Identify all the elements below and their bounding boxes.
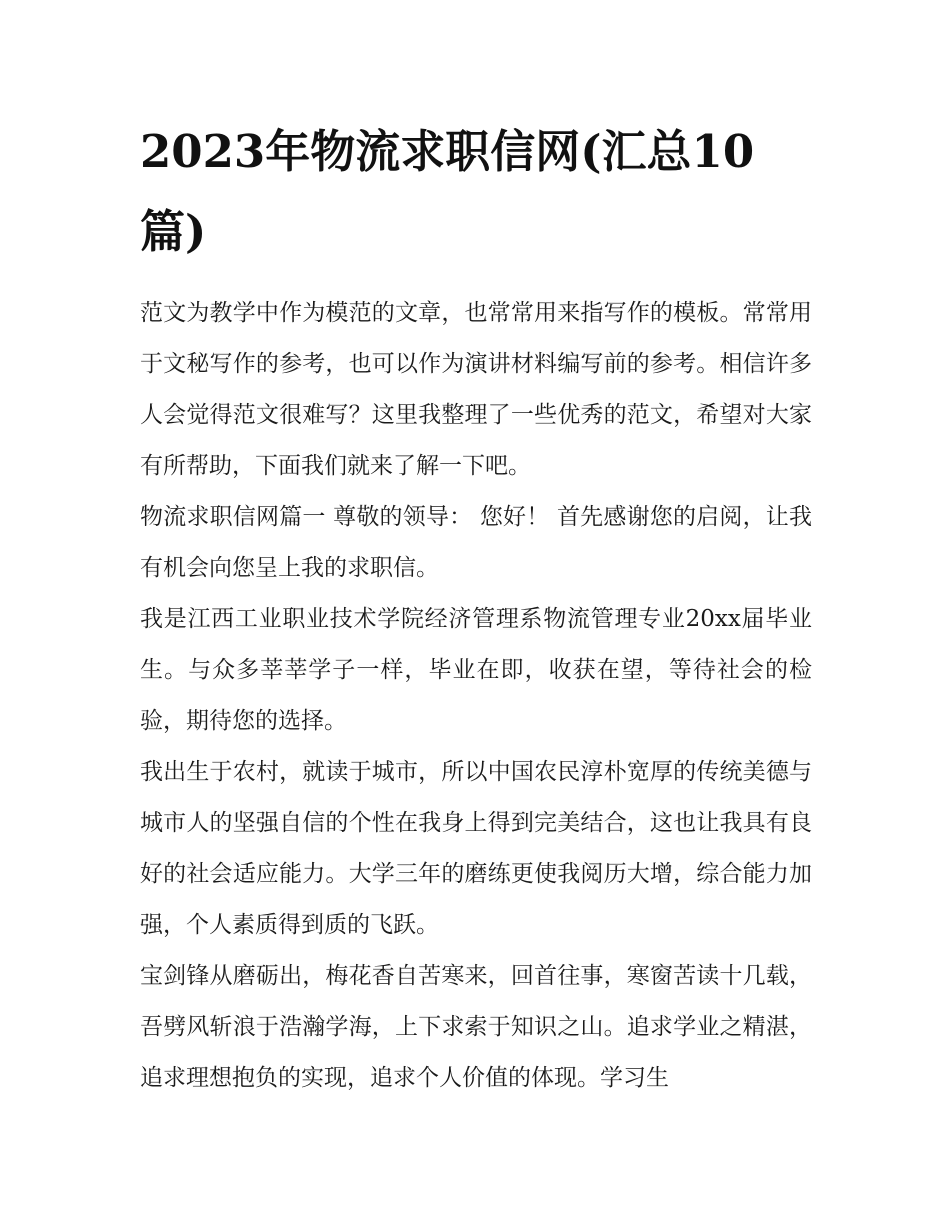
document-body [140, 112, 812, 1104]
paragraph-background: 我出生于农村，就读于城市，所以中国农民淳朴宽厚的传统美德与城市人的坚强自信的个性在我身上得到完美结合，这也让我具有良好的社会适应能力。大学三年的磨练更使我阅历大增，综合能力加强，个人素质得到质的飞跃。 [140, 759, 812, 938]
document-title: 2023年物流求职信网(汇总10篇) [140, 125, 755, 258]
paragraph-greeting: 物流求职信网篇一 尊敬的领导： 您好！ 首先感谢您的启阅，让我有机会向您呈上我的求职信。 [140, 504, 812, 581]
paragraph-intro: 范文为教学中作为模范的文章，也常常用来指写作的模板。常常用于文秘写作的参考，也可以作为演讲材料编写前的参考。相信许多人会觉得范文很难写？这里我整理了一些优秀的范文，希望对大家有所帮助，下面我们就来了解一下吧。 [140, 300, 812, 479]
paragraph-study: 宝剑锋从磨砺出，梅花香自苦寒来，回首往事，寒窗苦读十几载，吾劈风斩浪于浩瀚学海，上下求索于知识之山。追求学业之精湛，追求理想抱负的实现，追求个人价值的体现。学习生 [140, 963, 812, 1091]
paragraph-self-intro: 我是江西工业职业技术学院经济管理系物流管理专业20xx届毕业生。与众多莘莘学子一样，毕业在即，收获在望，等待社会的检验，期待您的选择。 [140, 606, 812, 734]
